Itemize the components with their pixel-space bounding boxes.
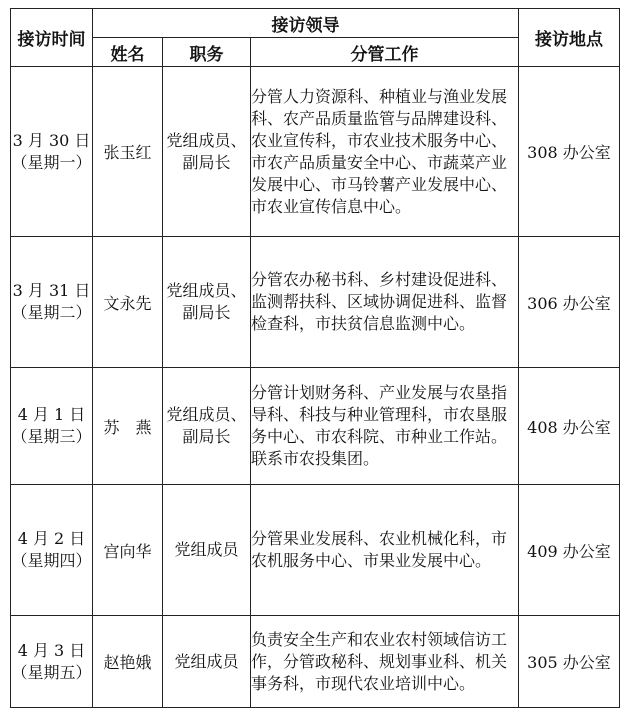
- date-cell: 4 月 1 日（星期三）: [11, 368, 93, 485]
- table-row: [11, 368, 620, 485]
- table-row: [11, 616, 620, 708]
- date-cell: 3 月 31 日（星期二）: [11, 237, 93, 368]
- date-cell: 4 月 3 日（星期五）: [11, 616, 93, 708]
- position-cell: 党组成员、副局长: [163, 368, 251, 485]
- header-location: 接访地点: [519, 9, 620, 67]
- duty-cell: 分管计划财务科、产业发展与农垦指导科、科技与种业管理科，市农垦服务中心、市农科院、市种业工作站。联系市农投集团。: [251, 368, 519, 485]
- header-name: 姓名: [93, 38, 163, 67]
- location-cell: 305 办公室: [519, 616, 620, 708]
- name-cell: 宫向华: [93, 485, 163, 616]
- position-cell: 党组成员: [163, 616, 251, 708]
- date-cell: 3 月 30 日（星期一）: [11, 67, 93, 237]
- duty-cell: 分管果业发展科、农业机械化科，市农机服务中心、市果业发展中心。: [251, 485, 519, 616]
- position-cell: 党组成员、副局长: [163, 237, 251, 368]
- location-cell: 408 办公室: [519, 368, 620, 485]
- date-cell: 4 月 2 日（星期四）: [11, 485, 93, 616]
- name-cell: 苏 燕: [93, 368, 163, 485]
- table-row: [11, 237, 620, 368]
- reception-schedule-table: [10, 8, 620, 708]
- header-duty: 分管工作: [251, 38, 519, 67]
- position-cell: 党组成员、副局长: [163, 67, 251, 237]
- name-cell: 张玉红: [93, 67, 163, 237]
- header-time: 接访时间: [11, 9, 93, 67]
- name-cell: 赵艳娥: [93, 616, 163, 708]
- position-cell: 党组成员: [163, 485, 251, 616]
- table-row: [11, 485, 620, 616]
- duty-cell: 分管农办秘书科、乡村建设促进科、监测帮扶科、区域协调促进科、监督检查科，市扶贫信息监测中心。: [251, 237, 519, 368]
- header-row-top: [11, 9, 620, 38]
- duty-cell: 分管人力资源科、种植业与渔业发展科、农产品质量监管与品牌建设科、农业宣传科，市农业技术服务中心、市农产品质量安全中心、市蔬菜产业发展中心、市马铃薯产业发展中心、市农业宣传信息中心。: [251, 67, 519, 237]
- header-position: 职务: [163, 38, 251, 67]
- header-leader-group: 接访领导: [93, 9, 519, 38]
- location-cell: 308 办公室: [519, 67, 620, 237]
- table-row: [11, 67, 620, 237]
- duty-cell: 负责安全生产和农业农村领域信访工作，分管政秘科、规划事业科、机关事务科，市现代农业培训中心。: [251, 616, 519, 708]
- location-cell: 409 办公室: [519, 485, 620, 616]
- name-cell: 文永先: [93, 237, 163, 368]
- location-cell: 306 办公室: [519, 237, 620, 368]
